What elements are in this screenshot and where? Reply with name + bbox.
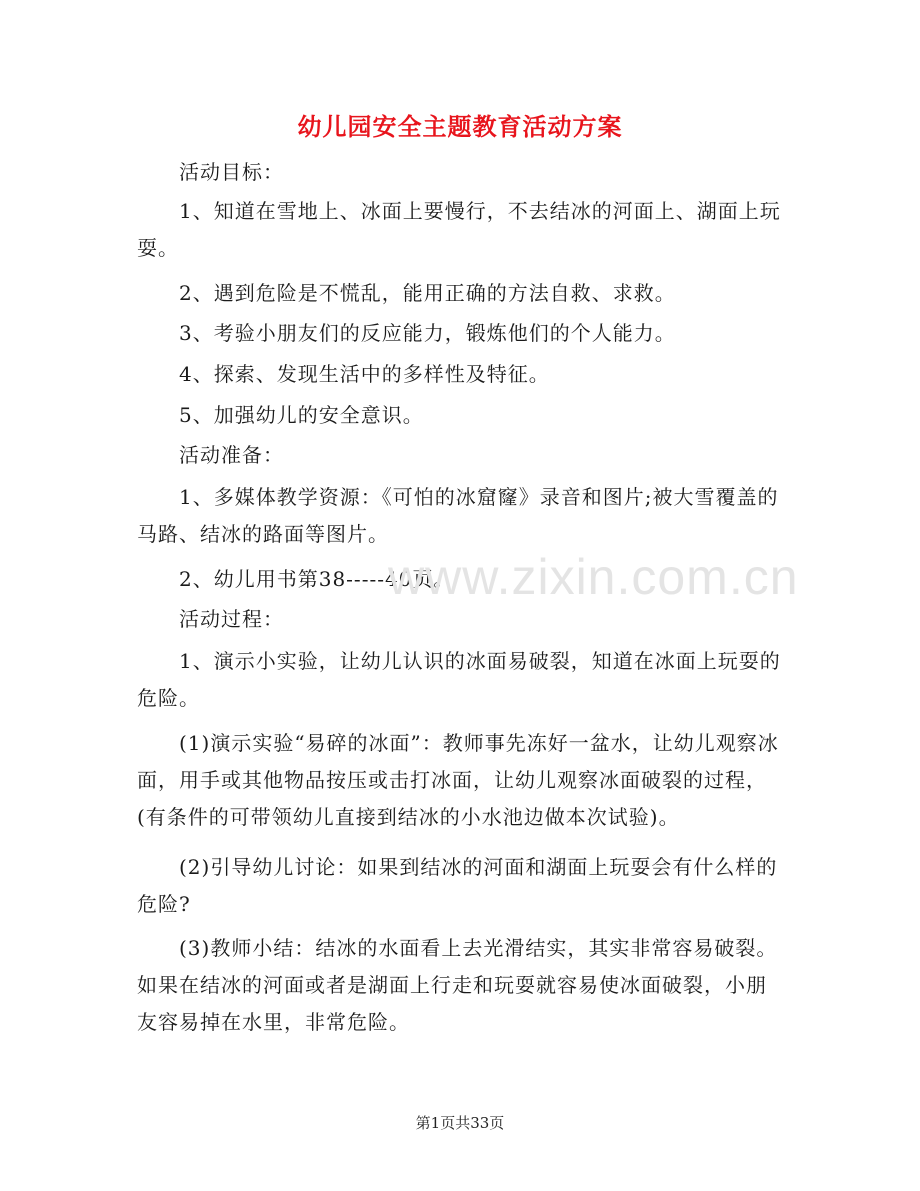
paragraph-process-1: 1、演示小实验，让幼儿认识的冰面易破裂，知道在冰面上玩耍的危险。 <box>137 649 781 710</box>
paragraph-prep-heading: 活动准备： <box>179 443 284 467</box>
page-footer: 第1页共33页 <box>415 1114 505 1132</box>
paragraph-process-heading: 活动过程： <box>179 607 284 631</box>
paragraph-goal-2: 2、遇到危险是不慌乱，能用正确的方法自救、求救。 <box>179 281 676 305</box>
paragraph-process-1-1: (1)演示实验“易碎的冰面”：教师事先冻好一盆水，让幼儿观察冰面，用手或其他物品按压或击打冰面，让幼儿观察冰面破裂的过程，(有条件的可带领幼儿直接到结冰的小水池边做本次试验)。 <box>137 731 779 829</box>
watermark: www.zixin.com.cn <box>388 549 799 605</box>
paragraph-prep-2: 2、幼儿用书第38-----40页。 <box>179 567 455 591</box>
paragraph-goal-5: 5、加强幼儿的安全意识。 <box>179 403 424 427</box>
paragraph-goal-3: 3、考验小朋友们的反应能力，锻炼他们的个人能力。 <box>179 321 676 345</box>
paragraph-goals-heading: 活动目标： <box>179 160 284 184</box>
document-title: 幼儿园安全主题教育活动方案 <box>297 112 623 141</box>
paragraph-process-1-2: (2)引导幼儿讨论：如果到结冰的河面和湖面上玩耍会有什么样的危险? <box>137 855 778 916</box>
paragraph-goal-4: 4、探索、发现生活中的多样性及特征。 <box>179 362 550 386</box>
paragraph-prep-1: 1、多媒体教学资源：《可怕的冰窟窿》录音和图片;被大雪覆盖的马路、结冰的路面等图片。 <box>137 485 779 546</box>
paragraph-goal-1: 1、知道在雪地上、冰面上要慢行，不去结冰的河面上、湖面上玩耍。 <box>137 199 781 260</box>
paragraph-process-1-3: (3)教师小结：结冰的水面看上去光滑结实，其实非常容易破裂。如果在结冰的河面或者是湖面上行走和玩耍就容易使冰面破裂，小朋友容易掉在水里，非常危险。 <box>137 936 778 1034</box>
